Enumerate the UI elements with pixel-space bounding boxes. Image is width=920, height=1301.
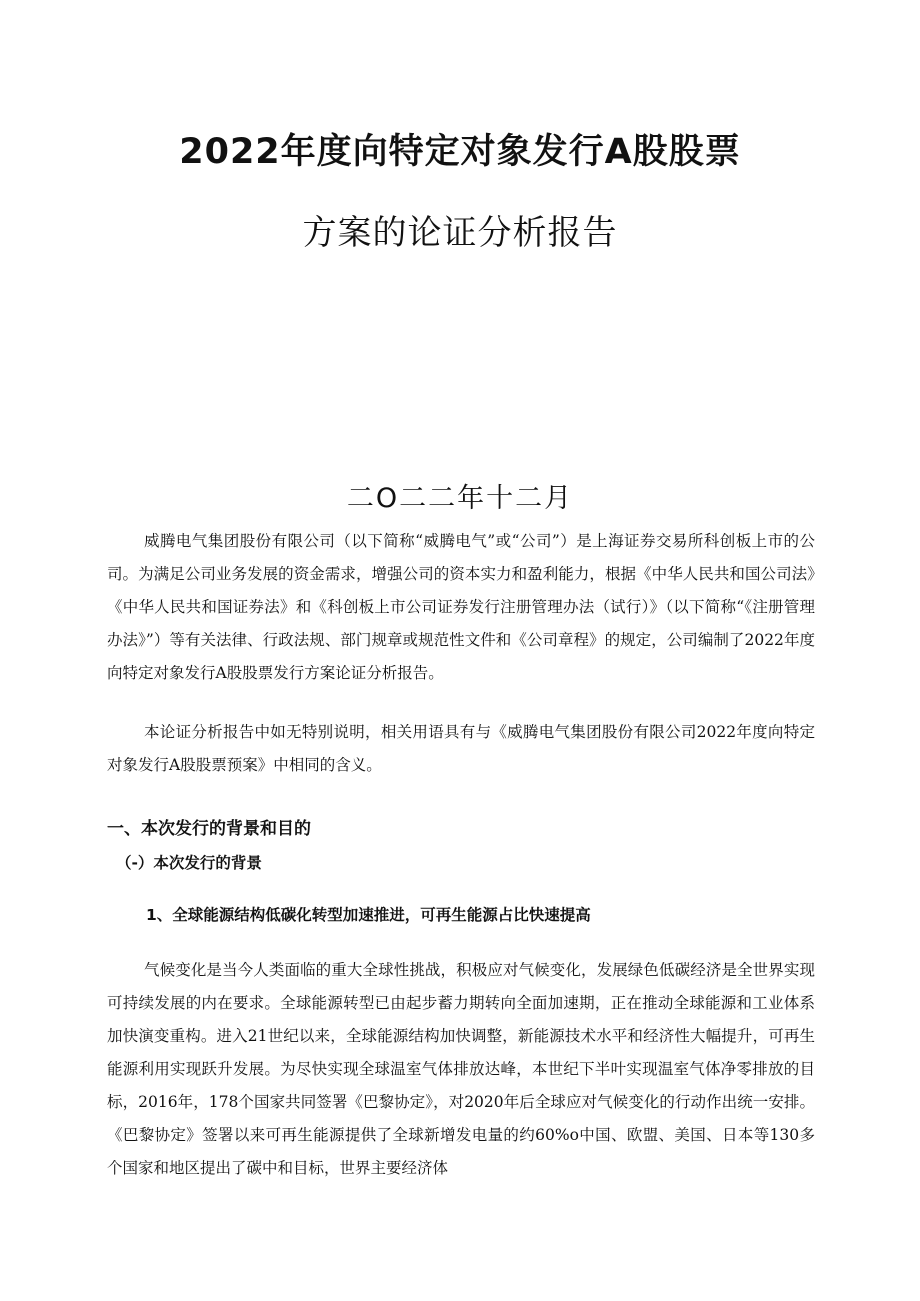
item-heading: 1、全球能源结构低碳化转型加速推进，可再生能源占比快速提高 bbox=[146, 906, 591, 924]
intro-paragraph: 威腾电气集团股份有限公司（以下简称“威腾电气”或“公司”）是上海证券交易所科创板上市的公司。为满足公司业务发展的资金需求，增强公司的资本实力和盈利能力，根据《中华人民共和国公司法》《中华人民共和国证券法》和《科创板上市公司证券发行注册管理办法（试行）》（以下简称“《注册管理办法》”）等有关法律、行政法规、部门规章或规范性文件和《公司章程》的规定，公司编制了2022年度向特定对象发行A股股票发行方案论证分析报告。 bbox=[107, 532, 815, 682]
subsection-heading: （-）本次发行的背景 bbox=[116, 854, 262, 872]
background-paragraph: 气候变化是当今人类面临的重大全球性挑战，积极应对气候变化，发展绿色低碳经济是全世界实现可持续发展的内在要求。全球能源转型已由起步蓄力期转向全面加速期，正在推动全球能源和工业体系加快演变重构。进入21世纪以来，全球能源结构加快调整，新能源技术水平和经济性大幅提升，可再生能源利用实现跃升发展。为尽快实现全球温室气体排放达峰，本世纪下半叶实现温室气体净零排放的目标，2016年，178个国家共同签署《巴黎协定》，对2020年后全球应对气候变化的行动作出统一安排。《巴黎协定》签署以来可再生能源提供了全球新增发电量的约60%o中国、欧盟、美国、日本等130多个国家和地区提出了碳中和目标，世界主要经济体 bbox=[107, 961, 815, 1177]
document-date: 二O二二年十二月 bbox=[346, 483, 574, 514]
document-title-line-2: 方案的论证分析报告 bbox=[302, 213, 618, 253]
document-title-line-1: 2022年度向特定对象发行A股股票 bbox=[179, 132, 741, 172]
definition-paragraph: 本论证分析报告中如无特别说明，相关用语具有与《威腾电气集团股份有限公司2022年度向特定对象发行A股股票预案》中相同的含义。 bbox=[107, 723, 815, 774]
section-heading: 一、本次发行的背景和目的 bbox=[107, 819, 311, 839]
